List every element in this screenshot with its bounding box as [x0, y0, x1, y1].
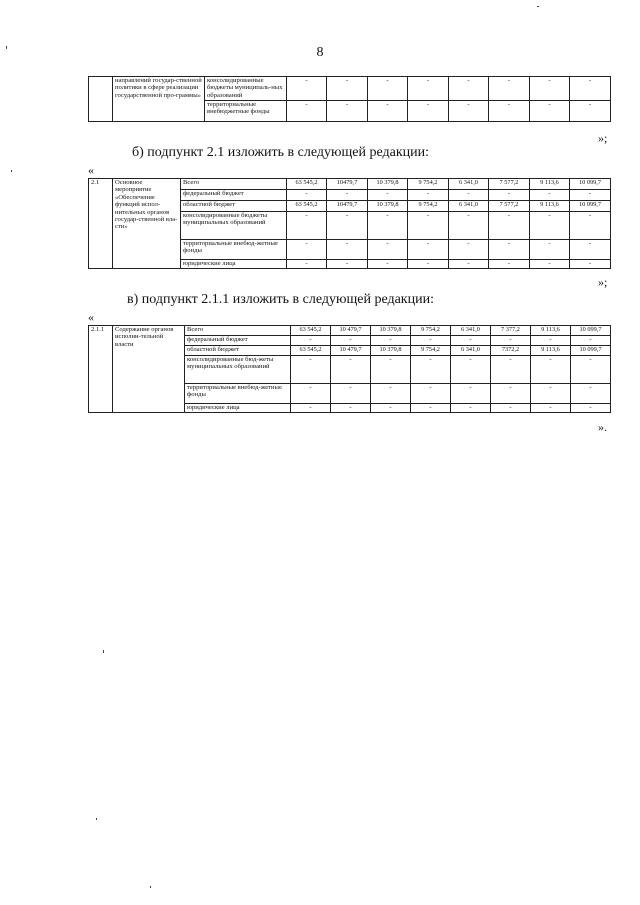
value-cell: - [287, 240, 327, 260]
value-cell: - [570, 260, 611, 269]
value-cell: - [411, 356, 451, 384]
table-row [89, 326, 611, 336]
value-cell: - [531, 336, 571, 346]
value-cell: - [371, 336, 411, 346]
section-v-close-mark: ». [598, 420, 607, 434]
value-cell: - [331, 356, 371, 384]
value-cell: - [327, 101, 368, 122]
value-cell: - [570, 240, 611, 260]
value-cell: 7 377,2 [491, 326, 531, 336]
value-cell: - [491, 404, 531, 413]
section-v-heading: в) подпункт 2.1.1 изложить в следующей редакции: [127, 292, 434, 307]
value-cell: 9 754,2 [408, 201, 449, 212]
value-cell: - [331, 404, 371, 413]
value-cell: 10479,7 [327, 179, 368, 190]
table-subitem-2-1-1 [88, 325, 611, 413]
scan-speck [6, 46, 7, 49]
value-cell: - [489, 190, 530, 201]
value-cell: - [449, 77, 489, 101]
value-cell: - [449, 240, 489, 260]
value-cell: - [531, 404, 571, 413]
value-cell: - [408, 77, 449, 101]
value-cell: 10 379,8 [371, 326, 411, 336]
value-cell: - [531, 356, 571, 384]
value-cell: 9 113,6 [530, 179, 570, 190]
table-close-mark: »; [598, 131, 608, 145]
value-cell: 7372,2 [491, 346, 531, 356]
value-cell: - [368, 240, 408, 260]
value-cell: - [327, 77, 368, 101]
table-continuation [88, 76, 611, 122]
value-cell: - [530, 260, 570, 269]
funding-source-cell: консолидированные бюджеты муниципальных образований [181, 212, 287, 240]
funding-source-cell: территориальные внебюд-жетные фонды [185, 384, 291, 404]
section-b-heading: б) подпункт 2.1 изложить в следующей редакции: [132, 145, 429, 160]
value-cell: 10 479,7 [331, 326, 371, 336]
table-row [89, 179, 611, 190]
value-cell: - [570, 101, 611, 122]
table-row [89, 77, 611, 101]
funding-source-cell: территориальные внебюджетные фонды [205, 101, 287, 122]
value-cell: 9 113,6 [531, 346, 571, 356]
funding-source-cell: федеральный бюджет [185, 336, 291, 346]
value-cell: - [530, 101, 570, 122]
measure-name-cell: направлений государ-ственной политики в сфере реализации государственной про-граммы» [113, 77, 205, 122]
value-cell: - [408, 101, 449, 122]
value-cell: - [570, 212, 611, 240]
value-cell: - [530, 240, 570, 260]
value-cell: - [571, 404, 611, 413]
value-cell: 10 099,7 [571, 326, 611, 336]
value-cell: - [408, 240, 449, 260]
value-cell: 63 545,2 [291, 346, 331, 356]
value-cell: - [571, 336, 611, 346]
value-cell: 10479,7 [327, 201, 368, 212]
funding-source-cell: областной бюджет [185, 346, 291, 356]
value-cell: - [287, 101, 327, 122]
value-cell: - [287, 212, 327, 240]
row-number-cell: 2.1 [89, 179, 113, 269]
scan-speck [103, 650, 104, 653]
value-cell: - [530, 190, 570, 201]
value-cell: - [368, 77, 408, 101]
funding-source-cell: консолидированные бюд-жеты муниципальных образований [185, 356, 291, 384]
value-cell: - [327, 190, 368, 201]
value-cell: - [371, 356, 411, 384]
value-cell: - [291, 404, 331, 413]
value-cell: 10 379,8 [368, 179, 408, 190]
value-cell: - [449, 101, 489, 122]
funding-source-cell: консолидированные бюджеты муниципаль-ных образований [205, 77, 287, 101]
measure-name-cell: Основное мероприятие «Обеспечение функций испол-нительных органов государ-ственной вла-сти» [113, 179, 181, 269]
value-cell: - [489, 260, 530, 269]
value-cell: - [489, 212, 530, 240]
value-cell: - [451, 336, 491, 346]
value-cell: - [530, 77, 570, 101]
value-cell: - [491, 384, 531, 404]
value-cell: 9 113,6 [530, 201, 570, 212]
value-cell: 7 577,2 [489, 201, 530, 212]
value-cell: 9 754,2 [411, 346, 451, 356]
section-b-close-mark: »; [598, 275, 608, 289]
page-number: 8 [316, 45, 324, 60]
value-cell: 9 754,2 [408, 179, 449, 190]
value-cell: - [531, 384, 571, 404]
table-subitem-2-1 [88, 178, 611, 269]
value-cell: - [570, 190, 611, 201]
value-cell: - [327, 240, 368, 260]
value-cell: 10 379,8 [368, 201, 408, 212]
value-cell: - [491, 356, 531, 384]
value-cell: - [327, 212, 368, 240]
value-cell: 10 099,7 [571, 346, 611, 356]
section-b-open-quote: « [88, 163, 94, 177]
value-cell: 10 479,7 [331, 346, 371, 356]
funding-source-cell: Всего [181, 179, 287, 190]
value-cell: - [331, 384, 371, 404]
value-cell: - [449, 212, 489, 240]
value-cell: - [368, 212, 408, 240]
value-cell: - [489, 101, 530, 122]
scan-speck [96, 818, 97, 820]
value-cell: 10 099,7 [570, 179, 611, 190]
value-cell: - [291, 336, 331, 346]
row-number-cell [89, 77, 113, 122]
value-cell: - [449, 190, 489, 201]
value-cell: 63 545,2 [287, 179, 327, 190]
value-cell: - [449, 260, 489, 269]
value-cell: - [287, 190, 327, 201]
section-v-open-quote: « [88, 310, 94, 324]
funding-source-cell: Всего [185, 326, 291, 336]
funding-source-cell: юридические лица [185, 404, 291, 413]
value-cell: - [489, 240, 530, 260]
value-cell: 63 545,2 [287, 201, 327, 212]
value-cell: - [408, 190, 449, 201]
value-cell: - [408, 212, 449, 240]
row-number-cell: 2.1.1 [89, 326, 113, 413]
value-cell: - [371, 384, 411, 404]
value-cell: 6 341,0 [449, 201, 489, 212]
funding-source-cell: территориальные внебюд-жетные фонды [181, 240, 287, 260]
value-cell: 10 099,7 [570, 201, 611, 212]
value-cell: - [571, 384, 611, 404]
value-cell: 7 577,2 [489, 179, 530, 190]
value-cell: - [331, 336, 371, 346]
value-cell: - [570, 77, 611, 101]
value-cell: - [491, 336, 531, 346]
value-cell: - [291, 384, 331, 404]
value-cell: - [408, 260, 449, 269]
value-cell: 9 113,6 [531, 326, 571, 336]
value-cell: - [287, 260, 327, 269]
value-cell: 6 341,0 [451, 346, 491, 356]
value-cell: - [371, 404, 411, 413]
value-cell: - [571, 356, 611, 384]
value-cell: 6 341,0 [451, 326, 491, 336]
value-cell: - [451, 384, 491, 404]
funding-source-cell: областной бюджет [181, 201, 287, 212]
value-cell: - [287, 77, 327, 101]
value-cell: - [411, 336, 451, 346]
value-cell: - [451, 356, 491, 384]
measure-name-cell: Содержание органов исполни-тельной власти [113, 326, 185, 413]
value-cell: - [489, 77, 530, 101]
value-cell: - [368, 190, 408, 201]
scan-speck [11, 170, 12, 172]
value-cell: - [530, 212, 570, 240]
funding-source-cell: юридические лица [181, 260, 287, 269]
value-cell: - [451, 404, 491, 413]
value-cell: - [411, 404, 451, 413]
value-cell: 6 341,0 [449, 179, 489, 190]
funding-source-cell: федеральный бюджет [181, 190, 287, 201]
value-cell: - [368, 101, 408, 122]
value-cell: 10 379,8 [371, 346, 411, 356]
value-cell: - [291, 356, 331, 384]
value-cell: 9 754,2 [411, 326, 451, 336]
value-cell: 63 545,2 [291, 326, 331, 336]
scan-speck [537, 6, 539, 7]
scan-speck [150, 886, 151, 888]
value-cell: - [411, 384, 451, 404]
value-cell: - [327, 260, 368, 269]
value-cell: - [368, 260, 408, 269]
